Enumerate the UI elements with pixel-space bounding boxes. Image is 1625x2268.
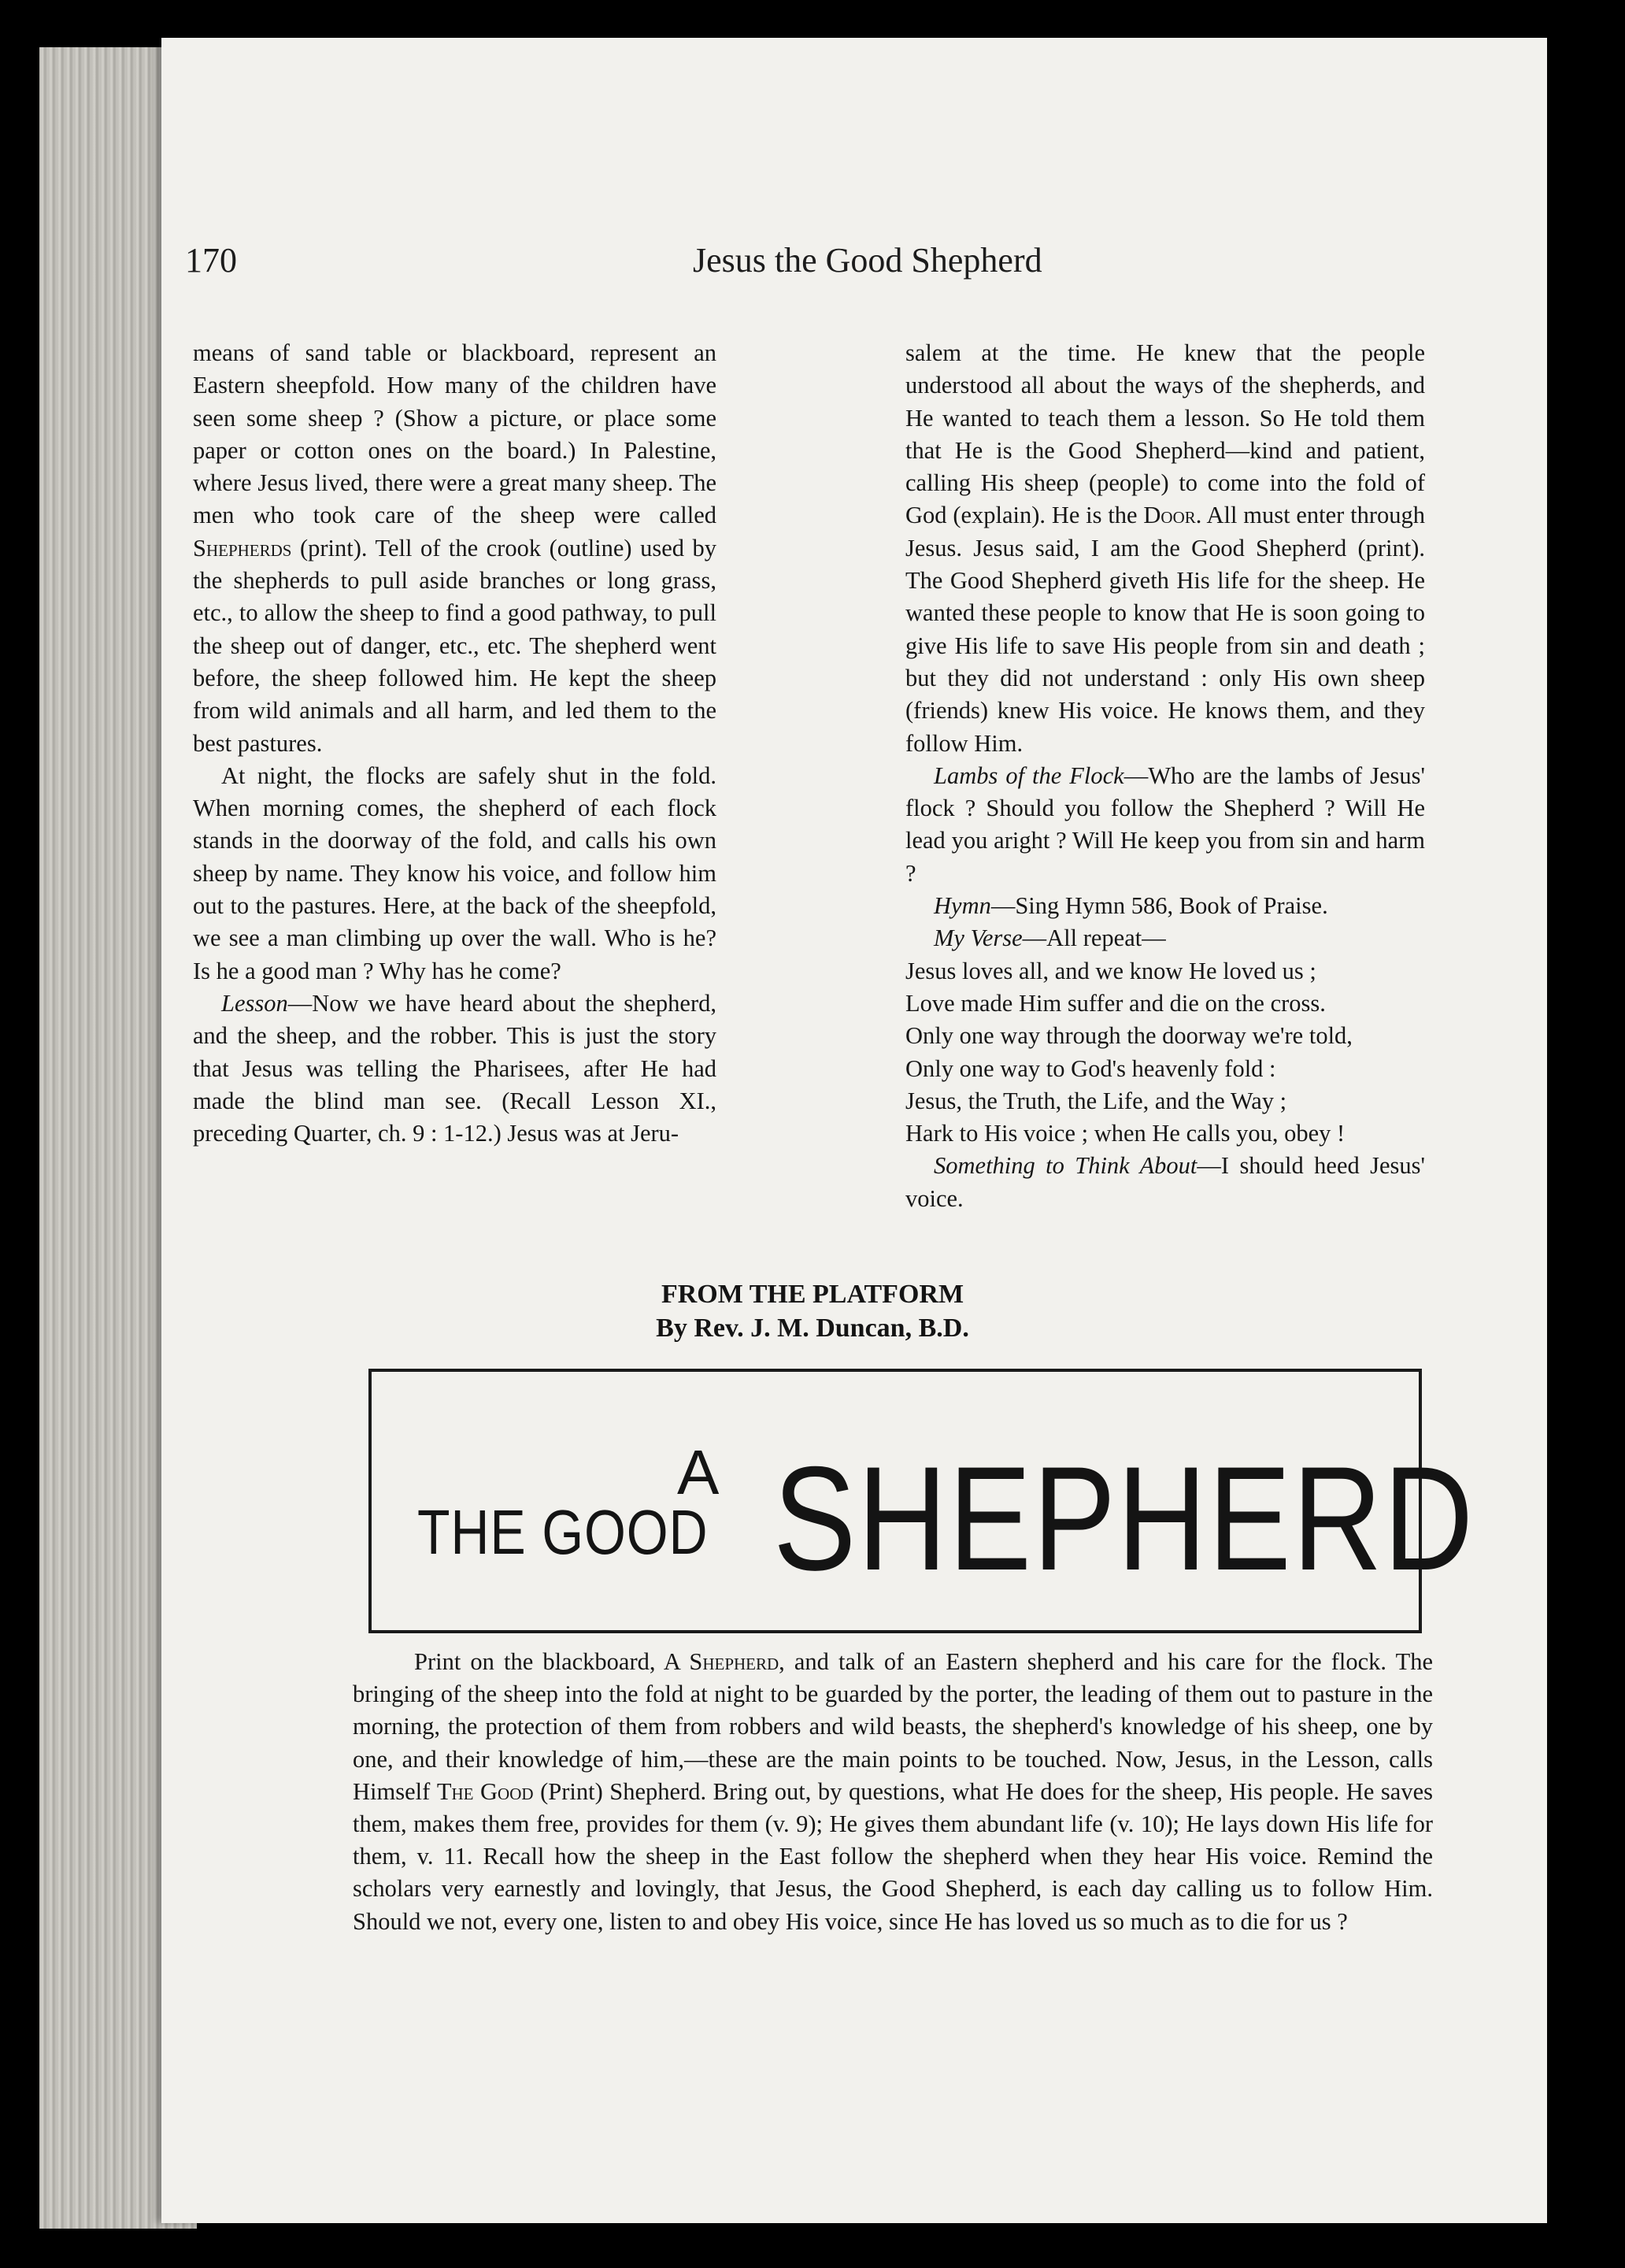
- section-label: My Verse: [934, 925, 1023, 952]
- platform-paragraph: Print on the blackboard, A Shepherd, and talk of an Eastern shepherd and his care for the flock. The bringing of the sheep into the fold at night to be guarded by the porter, the leading of them out to pasture in the morning, the protection of them from robbers and wild beasts, the shepherd's knowledge of his sheep, one by one, and their knowledge of him,—these are the main points to be touched. Now, Jesus, in the Lesson, calls Himself The Good (Print) Shepherd. Bring out, by questions, what He does for the sheep, His people. He saves them, makes them free, provides for them (v. 9); He gives them abundant life (v. 10); He lays down His life for them, v. 11. Recall how the sheep in the East follow the shepherd when they hear His voice. Remind the scholars very earnestly and lovingly, that Jesus, the Good Shepherd, is each day calling us to follow Him. Should we not, every one, listen to and obey His voice, since He has loved us so much as to die for us ?: [353, 1648, 1433, 1935]
- running-title: Jesus the Good Shepherd: [693, 241, 1042, 280]
- left-column: [193, 337, 716, 1150]
- board-text-the-good: THE GOOD: [417, 1497, 709, 1567]
- platform-byline: By Rev. J. M. Duncan, B.D.: [656, 1314, 969, 1343]
- page-number: 170: [185, 241, 237, 280]
- verse-line: Only one way through the doorway we're told,: [905, 1022, 1353, 1050]
- small-caps-term: Shepherd: [689, 1648, 779, 1675]
- blackboard-diagram: [368, 1369, 1475, 1633]
- platform-heading: FROM THE PLATFORM: [661, 1280, 964, 1309]
- section-label: Hymn: [934, 892, 991, 920]
- verse-line: Only one way to God's heavenly fold :: [905, 1054, 1276, 1082]
- section-label: Lesson: [221, 989, 288, 1017]
- verse-line: Hark to His voice ; when He calls you, obey !: [905, 1120, 1346, 1147]
- platform-body: [353, 1646, 1433, 1938]
- small-caps-term: The Good: [436, 1777, 534, 1805]
- verse-line: Love made Him suffer and die on the cross.: [905, 989, 1326, 1017]
- right-column: [905, 337, 1425, 1215]
- small-caps-term: Shepherds: [193, 534, 292, 561]
- right-paragraph-5: Something to Think About—I should heed Jesus' voice.: [905, 1152, 1426, 1212]
- right-paragraph-3: Hymn—Sing Hymn 586, Book of Praise.: [934, 892, 1328, 920]
- small-caps-term: Door: [1143, 502, 1196, 529]
- board-text-shepherd: SHEPHERD: [773, 1436, 1475, 1601]
- left-paragraph-3: Lesson—Now we have heard about the shepherd, and the sheep, and the robber. This is just the story that Jesus was telling the Pharisees, after He had made the blind man see. (Recall Lesson XI., preceding Quarter, ch. 9 : 1-12.) Jesus was at Jeru-: [193, 989, 716, 1147]
- board-text-a: A: [677, 1437, 720, 1507]
- right-paragraph-2: Lambs of the Flock—Who are the lambs of Jesus' flock ? Should you follow the Shepherd ? Will He lead you aright ? Will He keep you from sin and harm ?: [905, 762, 1425, 887]
- verse: [905, 955, 1425, 1151]
- left-paragraph-2: At night, the flocks are safely shut in the fold. When morning comes, the shepherd of each flock stands in the doorway of the fold, and calls his own sheep by name. They know his voice, and follow him out to the pastures. Here, at the back of the sheepfold, we see a man climbing up over the wall. Who is he? Is he a good man ? Why has he come?: [193, 762, 716, 984]
- verse-line: Jesus loves all, and we know He loved us ;: [905, 957, 1316, 984]
- section-label: Something to Think About: [934, 1152, 1197, 1180]
- right-paragraph-1: salem at the time. He knew that the people understood all about the ways of the shepherds, and He wanted to teach them a lesson. So He told them that He is the Good Shepherd—kind and patient, calling His sheep (people) to come into the fold of God (explain). He is the Door. All must enter through Jesus. Jesus said, I am the Good Shepherd (print). The Good Shepherd giveth His life for the sheep. He wanted these people to know that He is soon going to give His life to save His people from sin and death ; but they did not understand : only His own sheep (friends) knew His voice. He knows them, and they follow Him.: [905, 339, 1426, 757]
- section-label: Lambs of the Flock: [934, 762, 1124, 789]
- verse-line: Jesus, the Truth, the Life, and the Way ;: [905, 1087, 1287, 1114]
- left-paragraph-1: means of sand table or blackboard, represent an Eastern sheepfold. How many of the children have seen some sheep ? (Show a picture, or place some paper or cotton ones on the board.) In Palestine, where Jesus lived, there were a great many sheep. The men who took care of the sheep were called Shepherds (print). Tell of the crook (outline) used by the shepherds to pull aside branches or long grass, etc., to allow the sheep to find a good pathway, to pull the sheep out of danger, etc., etc. The shepherd went before, the sheep followed him. He kept the sheep from wild animals and all harm, and led them to the best pastures.: [193, 339, 716, 757]
- right-paragraph-4: My Verse—All repeat—: [934, 925, 1166, 952]
